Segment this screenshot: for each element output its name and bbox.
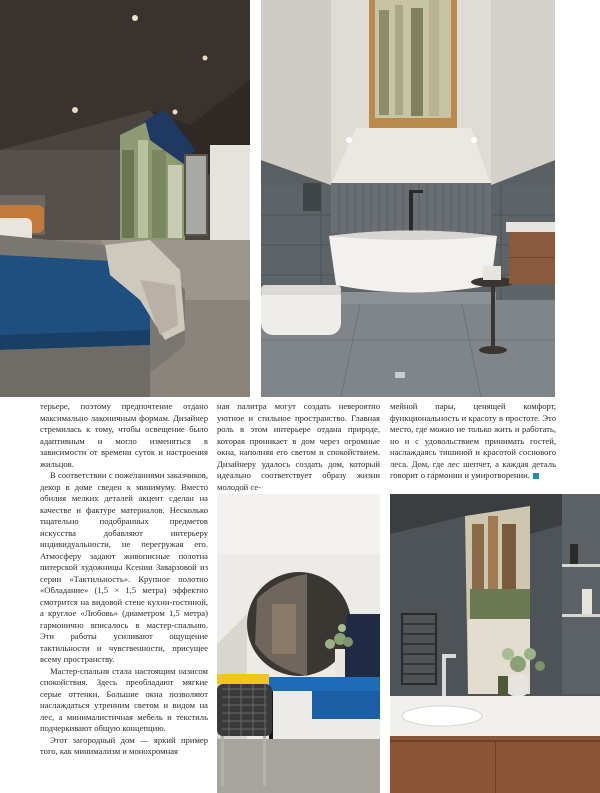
bathroom-skylight-photo [261,0,555,397]
paragraph: терьере, поэтому предпочтение отдано максимально лаконичным формам. Дизайнер стремилась к тому, чтобы освещение было адаптивным и могло изменяться в зависимости от времени суток и настроения жильцов. [40,401,208,469]
end-of-article-icon [533,473,539,479]
paragraph: Мастер-спальня стала настоящим оазисом спокойствия. Здесь преобладают мягкие серые оттенки. Большие окна позволяют наслаждаться утренним светом и видом на лес, а минималистичная мебель и текстиль подчеркивают общую концепцию. [40,665,208,733]
article-column-1 [40,401,208,758]
article-column-2 [217,401,380,493]
bathroom-sink-photo [390,494,600,793]
paragraph: Этот загородный дом — яркий пример того, как минимализм и монохромная [40,734,208,756]
paragraph: В соответствии с пожеланиями заказчиков, декор в доме сведен к минимуму. Вместо обилия мелких деталей акцент сделан на качестве и фактуре материалов. Несколько тщательно подобранных предметов искусства добавляют интерьеру индивидуальности, не перегружая его. Атмосферу задают живописные полотна питерской художницы Ксении Заварзовой из серии «Тактильность». Крупное полотно «Обладание» (1,5 × 1,5 метра) эффектно смотрится на видовой стене кухни-гостиной, а круглое «Любовь» (диаметром 1,5 метра) гармонично вписалось в мастер-спальню. Эти работы усиливают ощущение тактильности и чувственности, присущее всему пространству. [40,470,208,664]
bedroom-photo [0,0,250,397]
paragraph: ная палитра могут создать невероятно уютное и стильное пространство. Главная роль в этом интерьере отдана природе, которая проникает в дом через огромные окна, наполняя его светом и спокойствием. Дизайнеру удалось создать дом, который идеально соответствует образу жизни молодой се- [217,401,380,492]
article-column-3 [390,401,556,482]
dressing-mirror-photo [217,494,380,793]
paragraph-text: мейной пары, ценящей комфорт, функциональность и красоту в простоте. Это место, где можно не только жить и работать, но и с удовольствием принимать гостей, наслаждаясь тишиной и красотой соснового леса. Дом, где лес шепчет, а каждая деталь говорит о гармонии и умиротворении. [390,401,556,480]
paragraph [390,401,556,482]
